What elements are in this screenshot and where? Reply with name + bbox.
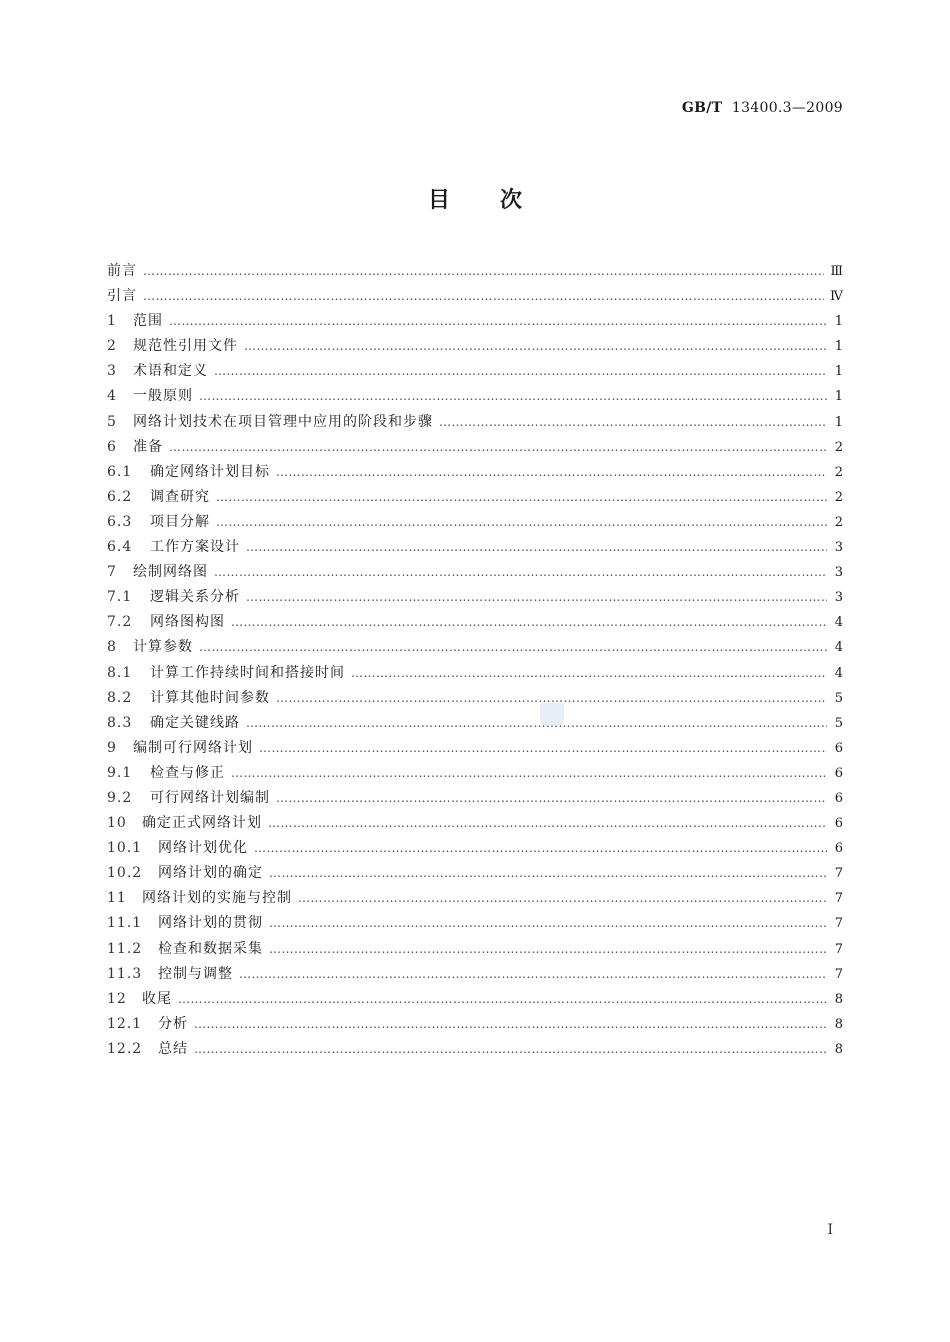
toc-entry-label: 确定网络计划目标 (150, 463, 270, 480)
toc-leader-dots (231, 610, 827, 635)
toc-entry-number: 3 (107, 363, 117, 380)
toc-entry-page: 6 (834, 740, 843, 756)
toc-entry-label: 工作方案设计 (150, 539, 240, 556)
toc-leader-dots (269, 911, 827, 936)
toc-entry-label: 检查和数据采集 (158, 940, 263, 957)
toc-entry-page: 1 (834, 314, 843, 330)
toc-entry-number: 11.3 (107, 965, 143, 982)
toc-entry-page: 5 (834, 690, 843, 706)
watermark-icon (540, 703, 564, 725)
toc-entry-number: 9 (107, 739, 117, 756)
toc-leader-dots (269, 861, 827, 886)
toc-entry[interactable] (107, 359, 843, 384)
toc-entry-page: Ⅲ (830, 264, 843, 279)
toc-leader-dots (276, 460, 827, 485)
toc-leader-dots (276, 786, 827, 811)
toc-entry[interactable] (107, 1012, 843, 1037)
toc-entry-page: 3 (834, 540, 843, 556)
toc-leader-dots (246, 711, 827, 736)
toc-entry[interactable] (107, 435, 843, 460)
toc-entry-label: 计算其他时间参数 (150, 689, 270, 706)
standard-number (682, 100, 843, 116)
toc-entry-page: 2 (834, 464, 843, 480)
toc-entry-number: 12.1 (107, 1015, 143, 1032)
toc-leader-dots (199, 635, 827, 660)
toc-entry-number: 5 (107, 413, 117, 430)
toc-leader-dots (259, 736, 827, 761)
toc-entry[interactable] (107, 309, 843, 334)
toc-entry-number: 11.2 (107, 940, 143, 957)
toc-entry-page: 4 (834, 615, 843, 631)
standard-num: 13400.3—2009 (731, 100, 843, 116)
toc-leader-dots (194, 1012, 827, 1037)
toc-leader-dots (246, 585, 827, 610)
toc-entry-label: 一般原则 (133, 388, 193, 405)
toc-entry-label: 网络计划的实施与控制 (142, 890, 292, 907)
toc-entry[interactable] (107, 460, 843, 485)
toc-leader-dots (254, 836, 827, 861)
toc-entry-page: 1 (834, 364, 843, 380)
toc-entry-label: 网络计划的贯彻 (158, 915, 263, 932)
toc-entry-page: 1 (834, 389, 843, 405)
toc-entry[interactable] (107, 987, 843, 1012)
toc-entry-page: 7 (834, 941, 843, 957)
toc-leader-dots (143, 284, 824, 309)
toc-entry[interactable] (107, 485, 843, 510)
toc-entry-number: 9.1 (107, 764, 133, 781)
toc-entry-label: 编制可行网络计划 (133, 739, 253, 756)
toc-entry-number: 12.2 (107, 1040, 143, 1057)
toc-entry-label: 项目分解 (150, 513, 210, 530)
toc-entry[interactable] (107, 535, 843, 560)
toc-entry-label: 网络计划技术在项目管理中应用的阶段和步骤 (133, 413, 433, 430)
toc-list (107, 259, 843, 1062)
toc-entry-number: 6 (107, 438, 117, 455)
toc-entry[interactable] (107, 1037, 843, 1062)
toc-entry-label: 前言 (107, 263, 137, 279)
toc-entry-number: 11.1 (107, 915, 143, 932)
toc-leader-dots (298, 886, 827, 911)
toc-leader-dots (268, 811, 827, 836)
toc-entry-page: 4 (834, 640, 843, 656)
toc-entry[interactable] (107, 259, 843, 284)
toc-entry[interactable] (107, 937, 843, 962)
toc-entry-page: 7 (834, 866, 843, 882)
toc-entry-label: 分析 (158, 1015, 188, 1032)
toc-entry-number: 8.3 (107, 714, 133, 731)
toc-entry-label: 可行网络计划编制 (150, 789, 270, 806)
toc-leader-dots (214, 560, 827, 585)
toc-entry-page: 2 (834, 489, 843, 505)
toc-entry-label: 准备 (133, 438, 163, 455)
toc-leader-dots (244, 334, 827, 359)
toc-entry-label: 收尾 (142, 990, 172, 1007)
toc-entry-label: 绘制网络图 (133, 564, 208, 581)
toc-entry-label: 确定关键线路 (150, 714, 240, 731)
toc-entry-label: 控制与调整 (158, 965, 233, 982)
toc-entry-page: 1 (834, 339, 843, 355)
toc-entry-number: 6.1 (107, 463, 133, 480)
toc-entry-page: 6 (834, 816, 843, 832)
toc-entry[interactable] (107, 711, 843, 736)
toc-entry-number: 6.2 (107, 488, 133, 505)
toc-entry[interactable] (107, 661, 843, 686)
toc-entry[interactable] (107, 410, 843, 435)
toc-entry[interactable] (107, 761, 843, 786)
toc-entry-label: 检查与修正 (150, 764, 225, 781)
toc-entry-label: 术语和定义 (133, 363, 208, 380)
toc-entry[interactable] (107, 736, 843, 761)
toc-entry-number: 2 (107, 338, 117, 355)
toc-entry-label: 调查研究 (150, 488, 210, 505)
toc-entry-page: 8 (834, 991, 843, 1007)
toc-entry[interactable] (107, 911, 843, 936)
toc-entry[interactable] (107, 861, 843, 886)
toc-entry[interactable] (107, 811, 843, 836)
toc-entry-number: 10.1 (107, 840, 143, 857)
toc-entry[interactable] (107, 886, 843, 911)
toc-entry[interactable] (107, 384, 843, 409)
toc-entry-number: 10.2 (107, 865, 143, 882)
toc-entry-label: 确定正式网络计划 (142, 815, 262, 832)
toc-entry-page: 6 (834, 790, 843, 806)
toc-leader-dots (269, 937, 827, 962)
toc-leader-dots (246, 535, 827, 560)
toc-entry-number: 7.1 (107, 589, 133, 606)
toc-leader-dots (178, 987, 827, 1012)
toc-entry-label: 总结 (158, 1040, 188, 1057)
toc-entry-page: 7 (834, 916, 843, 932)
toc-entry[interactable] (107, 560, 843, 585)
toc-entry-page: Ⅳ (830, 289, 843, 305)
toc-leader-dots (214, 359, 827, 384)
toc-leader-dots (231, 761, 827, 786)
toc-entry-number: 6.3 (107, 513, 133, 530)
toc-entry-page: 3 (834, 590, 843, 606)
toc-entry-page: 4 (834, 665, 843, 681)
toc-entry-number: 9.2 (107, 789, 133, 806)
toc-entry[interactable] (107, 686, 843, 711)
toc-entry-page: 3 (834, 565, 843, 581)
toc-entry[interactable] (107, 786, 843, 811)
toc-entry[interactable] (107, 334, 843, 359)
toc-leader-dots (169, 435, 827, 460)
standard-code: GB/T (681, 100, 723, 116)
toc-entry-page: 6 (834, 841, 843, 857)
toc-entry-number: 8 (107, 639, 117, 656)
toc-entry-label: 范围 (133, 313, 163, 330)
toc-entry-page: 2 (834, 439, 843, 455)
toc-leader-dots (351, 661, 827, 686)
toc-entry[interactable] (107, 635, 843, 660)
toc-entry-page: 7 (834, 966, 843, 982)
toc-entry-number: 7 (107, 564, 117, 581)
toc-leader-dots (169, 309, 827, 334)
toc-entry-number: 6.4 (107, 539, 133, 556)
toc-leader-dots (216, 510, 827, 535)
toc-entry-page: 6 (834, 765, 843, 781)
toc-entry-number: 12 (107, 990, 127, 1007)
toc-entry-label: 计算参数 (133, 639, 193, 656)
toc-leader-dots (194, 1037, 827, 1062)
toc-leader-dots (439, 410, 827, 435)
toc-entry[interactable] (107, 585, 843, 610)
toc-entry-label: 网络图构图 (150, 614, 225, 631)
toc-entry-page: 1 (834, 414, 843, 430)
toc-leader-dots (239, 962, 827, 987)
toc-entry[interactable] (107, 284, 843, 309)
toc-leader-dots (199, 384, 827, 409)
toc-entry-label: 计算工作持续时间和搭接时间 (150, 664, 345, 681)
toc-entry-number: 11 (107, 890, 127, 907)
toc-entry-label: 网络计划优化 (158, 840, 248, 857)
toc-entry-number: 8.1 (107, 664, 133, 681)
toc-entry-label: 逻辑关系分析 (150, 589, 240, 606)
toc-entry[interactable] (107, 836, 843, 861)
toc-entry-number: 4 (107, 388, 117, 405)
page-number: I (827, 1222, 833, 1238)
toc-leader-dots (143, 259, 824, 284)
toc-entry-number: 10 (107, 815, 127, 832)
toc-entry-number: 7.2 (107, 614, 133, 631)
toc-entry-page: 5 (834, 715, 843, 731)
toc-entry[interactable] (107, 610, 843, 635)
toc-entry-label: 引言 (107, 288, 137, 305)
toc-entry[interactable] (107, 510, 843, 535)
toc-entry-label: 规范性引用文件 (133, 338, 238, 355)
toc-entry-page: 8 (834, 1016, 843, 1032)
toc-entry-label: 网络计划的确定 (158, 865, 263, 882)
toc-entry-page: 8 (834, 1041, 843, 1057)
toc-entry-number: 8.2 (107, 689, 133, 706)
toc-entry-number: 1 (107, 313, 117, 330)
toc-entry-page: 7 (834, 891, 843, 907)
toc-entry[interactable] (107, 962, 843, 987)
toc-leader-dots (216, 485, 827, 510)
page-title: 目次 (427, 188, 572, 213)
toc-entry-page: 2 (834, 514, 843, 530)
